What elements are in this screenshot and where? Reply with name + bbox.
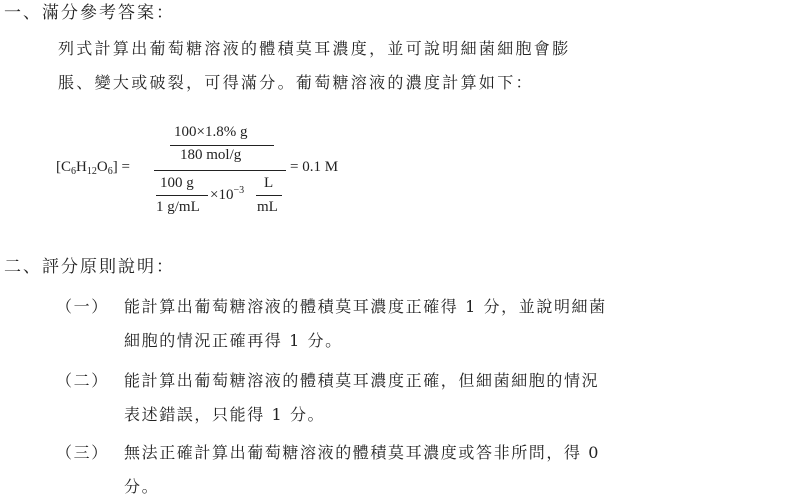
section1-heading: 一、滿分參考答案： [4,3,175,23]
criteria-item-3-number: （三） [56,443,109,462]
criteria-item-1-line-1: 能計算出葡萄糖溶液的體積莫耳濃度正確得 1 分，並說明細菌 [124,297,607,316]
criteria-item-2-line-1: 能計算出葡萄糖溶液的體積莫耳濃度正確，但細菌細胞的情況 [124,371,600,390]
formula-main-fraction-bar [154,170,286,171]
formula-lhs [56,159,130,177]
formula-carbon: C [61,159,72,175]
formula-bottom-denominator: 1 g/mL [156,199,200,215]
formula-unit-denominator: mL [257,199,278,215]
criteria-item-3 [56,436,756,500]
formula-top-numerator: 100×1.8% g [174,124,248,140]
formula-exponent: −3 [233,185,245,196]
formula-oxygen: O [96,159,108,175]
formula-top-fraction-bar [170,145,274,146]
formula-carbon-count: 6 [71,166,77,177]
formula-bottom-fraction-bar [156,195,208,196]
criteria-item-3-text [124,436,600,504]
formula-unit-numerator: L [264,175,274,191]
criteria-item-2-text [124,364,599,432]
criteria-item-3-line-2: 分。 [124,477,160,496]
formula-hydrogen: H [76,159,87,175]
criteria-item-3-line-1: 無法正確計算出葡萄糖溶液的體積莫耳濃度或答非所問，得 0 [124,443,601,462]
criteria-item-2-line-2: 表述錯誤，只能得 1 分。 [124,405,326,424]
section2-heading: 二、評分原則說明： [4,257,175,277]
criteria-item-1-line-2: 細胞的情況正確再得 1 分。 [124,331,343,350]
criteria-item-1-text [124,290,607,358]
formula-equals: = [121,159,130,175]
criteria-item-1-number: （一） [56,297,109,316]
criteria-item-2-number: （二） [56,371,109,390]
molarity-formula [56,116,436,226]
formula-times-ten: ×10 [210,187,234,203]
formula-result: = 0.1 M [290,159,339,175]
section1-line-2: 脹、變大或破裂，可得滿分。葡萄糖溶液的濃度計算如下： [58,73,534,92]
formula-open-bracket: [ [56,159,61,175]
criteria-item-1 [56,290,756,360]
criteria-item-2 [56,364,756,434]
formula-hydrogen-count: 12 [86,166,97,177]
formula-close-bracket: ] [112,159,118,175]
section1-line-1: 列式計算出葡萄糖溶液的體積莫耳濃度，並可說明細菌細胞會膨 [58,39,571,58]
formula-oxygen-count: 6 [107,166,113,177]
formula-bottom-numerator: 100 g [160,175,194,191]
formula-power-of-ten [210,185,244,204]
formula-unit-fraction-bar [256,195,282,196]
formula-top-denominator: 180 mol/g [180,147,242,163]
